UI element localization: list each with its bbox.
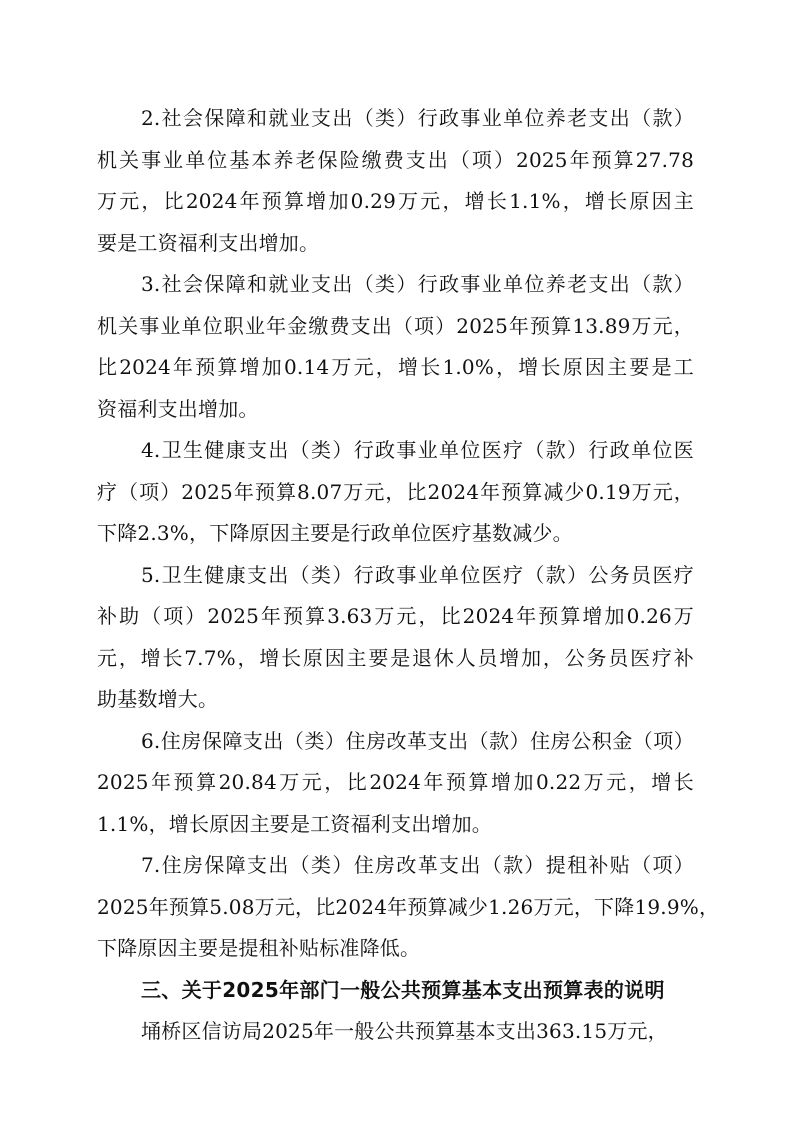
text-line: 1.1%，增长原因主要是工资福利支出增加。 bbox=[97, 811, 493, 836]
text-line: 补助（项）2025年预算3.63万元，比2024年预算增加0.26万 bbox=[97, 604, 694, 628]
text-line: 6.住房保障支出（类）住房改革支出（款）住房公积金（项） bbox=[141, 728, 694, 753]
text-line: 2025年预算5.08万元，比2024年预算减少1.26万元，下降19.9%， bbox=[97, 894, 720, 919]
text-line: 下降2.3%，下降原因主要是行政单位医疗基数减少。 bbox=[97, 521, 573, 545]
text-line: 元，增长7.7%，增长原因主要是退休人员增加，公务员医疗补 bbox=[97, 645, 694, 670]
text-line: 万元，比2024年预算增加0.29万元，增长1.1%，增长原因主 bbox=[97, 189, 694, 213]
text-line: 资福利支出增加。 bbox=[97, 396, 259, 421]
text-line: 2.社会保障和就业支出（类）行政事业单位养老支出（款） bbox=[141, 106, 694, 130]
paragraph-item-5 bbox=[97, 555, 694, 721]
paragraph-item-2 bbox=[97, 98, 694, 264]
text-line: 比2024年预算增加0.14万元，增长1.0%，增长原因主要是工 bbox=[97, 355, 694, 379]
text-line: 3.社会保障和就业支出（类）行政事业单位养老支出（款） bbox=[141, 272, 694, 296]
text-line: 7.住房保障支出（类）住房改革支出（款）提租补贴（项） bbox=[141, 853, 694, 877]
text-line: 机关事业单位基本养老保险缴费支出（项）2025年预算27.78 bbox=[97, 147, 694, 172]
text-line: 要是工资福利支出增加。 bbox=[97, 230, 320, 255]
closing-line: 埇桥区信访局2025年一般公共预算基本支出363.15万元， bbox=[141, 1019, 668, 1043]
paragraph-item-3 bbox=[97, 264, 694, 430]
paragraph-item-6 bbox=[97, 721, 694, 846]
paragraph-item-7 bbox=[97, 845, 720, 970]
section-heading: 三、关于2025年部门一般公共预算基本支出预算表的说明 bbox=[141, 977, 665, 1002]
text-line: 2025年预算20.84万元，比2024年预算增加0.22万元，增长 bbox=[97, 770, 694, 794]
text-line: 机关事业单位职业年金缴费支出（项）2025年预算13.89万元， bbox=[97, 313, 694, 338]
text-line: 疗（项）2025年预算8.07万元，比2024年预算减少0.19万元， bbox=[97, 479, 694, 504]
text-line: 5.卫生健康支出（类）行政事业单位医疗（款）公务员医疗 bbox=[141, 562, 694, 587]
text-line: 4.卫生健康支出（类）行政事业单位医疗（款）行政单位医 bbox=[141, 438, 694, 462]
text-line: 下降原因主要是提租补贴标准降低。 bbox=[97, 936, 421, 960]
text-line: 助基数增大。 bbox=[97, 687, 219, 711]
paragraph-item-4 bbox=[97, 430, 694, 555]
document-body bbox=[97, 98, 720, 1053]
